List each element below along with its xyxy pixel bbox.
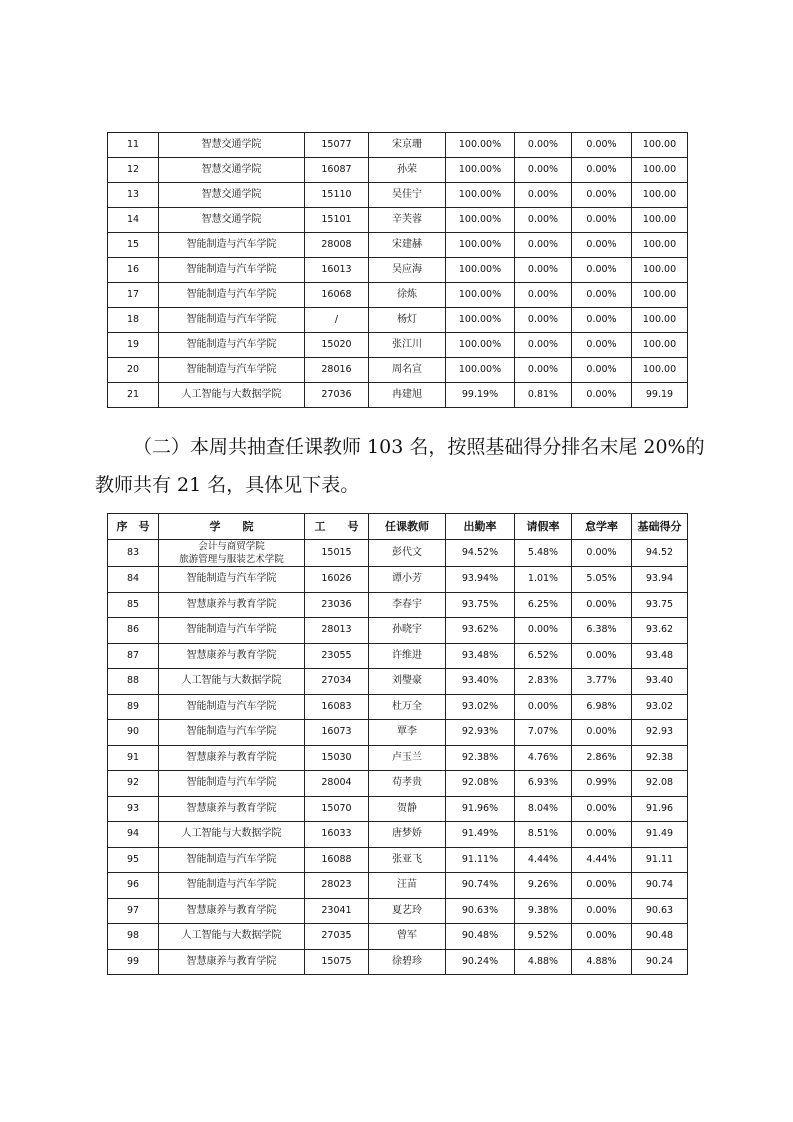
teacher-cell: 覃李 [369, 720, 446, 746]
college-cell: 智慧康养与教育学院 [159, 898, 305, 924]
leave-rate-cell: 0.00% [515, 258, 572, 283]
seq-cell: 21 [108, 383, 159, 408]
seq-cell: 99 [108, 949, 159, 975]
attendance-rate-cell: 100.00% [446, 233, 515, 258]
seq-cell: 14 [108, 208, 159, 233]
leave-rate-cell: 0.00% [515, 333, 572, 358]
table-row [108, 694, 688, 720]
attendance-rate-cell: 100.00% [446, 308, 515, 333]
seq-cell: 20 [108, 358, 159, 383]
leave-rate-cell: 8.04% [515, 796, 572, 822]
staff-id-cell: 16073 [305, 720, 369, 746]
seq-cell: 89 [108, 694, 159, 720]
college-cell: 智慧交通学院 [159, 158, 305, 183]
teacher-cell: 彭代文 [369, 540, 446, 567]
college-cell: 智能制造与汽车学院 [159, 694, 305, 720]
absence-rate-cell: 0.00% [572, 183, 632, 208]
staff-id-cell: 16026 [305, 567, 369, 593]
teacher-cell: 曾军 [369, 924, 446, 950]
seq-cell: 90 [108, 720, 159, 746]
absence-rate-cell: 0.00% [572, 308, 632, 333]
teacher-cell: 汪苗 [369, 873, 446, 899]
header-base-score: 基础得分 [632, 514, 688, 540]
staff-id-cell: 16068 [305, 283, 369, 308]
college-cell: 人工智能与大数据学院 [159, 924, 305, 950]
attendance-rate-cell: 100.00% [446, 258, 515, 283]
base-score-cell: 92.38 [632, 745, 688, 771]
seq-cell: 92 [108, 771, 159, 797]
absence-rate-cell: 3.77% [572, 669, 632, 695]
college-cell: 智慧康养与教育学院 [159, 949, 305, 975]
attendance-rate-cell: 100.00% [446, 208, 515, 233]
staff-id-cell: 15070 [305, 796, 369, 822]
table-row [108, 898, 688, 924]
attendance-rate-cell: 100.00% [446, 358, 515, 383]
teacher-cell: 杜万全 [369, 694, 446, 720]
leave-rate-cell: 0.00% [515, 694, 572, 720]
table-row [108, 540, 688, 567]
attendance-rate-cell: 93.40% [446, 669, 515, 695]
absence-rate-cell: 0.00% [572, 898, 632, 924]
staff-id-cell: / [305, 308, 369, 333]
leave-rate-cell: 6.25% [515, 592, 572, 618]
leave-rate-cell: 0.00% [515, 618, 572, 644]
attendance-rate-cell: 93.94% [446, 567, 515, 593]
base-score-cell: 90.74 [632, 873, 688, 899]
table-row [108, 796, 688, 822]
college-cell: 智能制造与汽车学院 [159, 720, 305, 746]
teacher-cell: 张亚飞 [369, 847, 446, 873]
staff-id-cell: 15110 [305, 183, 369, 208]
attendance-rate-cell: 91.96% [446, 796, 515, 822]
attendance-rate-cell: 92.08% [446, 771, 515, 797]
attendance-rate-cell: 93.75% [446, 592, 515, 618]
absence-rate-cell: 0.00% [572, 822, 632, 848]
leave-rate-cell: 0.00% [515, 233, 572, 258]
seq-cell: 16 [108, 258, 159, 283]
absence-rate-cell: 0.00% [572, 258, 632, 283]
table-row [108, 158, 688, 183]
attendance-rate-cell: 90.24% [446, 949, 515, 975]
base-score-cell: 100.00 [632, 233, 688, 258]
college-cell: 智能制造与汽车学院 [159, 873, 305, 899]
table-header-row [108, 514, 688, 540]
teacher-cell: 苟孝贵 [369, 771, 446, 797]
seq-cell: 18 [108, 308, 159, 333]
seq-cell: 12 [108, 158, 159, 183]
seq-cell: 87 [108, 643, 159, 669]
attendance-rate-cell: 90.48% [446, 924, 515, 950]
seq-cell: 94 [108, 822, 159, 848]
college-cell: 智能制造与汽车学院 [159, 847, 305, 873]
absence-rate-cell: 4.44% [572, 847, 632, 873]
staff-id-cell: 28004 [305, 771, 369, 797]
staff-id-cell: 15077 [305, 133, 369, 158]
table-row [108, 183, 688, 208]
table-row [108, 567, 688, 593]
staff-id-cell: 27034 [305, 669, 369, 695]
seq-cell: 95 [108, 847, 159, 873]
base-score-cell: 90.63 [632, 898, 688, 924]
attendance-rate-cell: 100.00% [446, 158, 515, 183]
attendance-rate-cell: 94.52% [446, 540, 515, 567]
attendance-rate-cell: 91.49% [446, 822, 515, 848]
table-row [108, 822, 688, 848]
college-cell: 智能制造与汽车学院 [159, 618, 305, 644]
staff-id-cell: 15020 [305, 333, 369, 358]
leave-rate-cell: 0.00% [515, 208, 572, 233]
teacher-cell: 张江川 [369, 333, 446, 358]
staff-id-cell: 15101 [305, 208, 369, 233]
header-teacher: 任课教师 [369, 514, 446, 540]
absence-rate-cell: 0.00% [572, 283, 632, 308]
absence-rate-cell: 0.00% [572, 924, 632, 950]
summary-paragraph: （二）本周共抽查任课教师 103 名，按照基础得分排名末尾 20%的教师共有 21 名，具体见下表。 [95, 436, 705, 496]
teacher-cell: 宋建赫 [369, 233, 446, 258]
teacher-cell: 徐炼 [369, 283, 446, 308]
absence-rate-cell: 0.00% [572, 333, 632, 358]
teacher-cell: 唐梦娇 [369, 822, 446, 848]
attendance-rate-cell: 100.00% [446, 283, 515, 308]
base-score-cell: 93.02 [632, 694, 688, 720]
base-score-cell: 93.75 [632, 592, 688, 618]
seq-cell: 98 [108, 924, 159, 950]
table-row [108, 258, 688, 283]
leave-rate-cell: 0.00% [515, 358, 572, 383]
attendance-rate-cell: 100.00% [446, 183, 515, 208]
table-row [108, 949, 688, 975]
absence-rate-cell: 0.00% [572, 592, 632, 618]
college-cell: 智能制造与汽车学院 [159, 771, 305, 797]
college-cell: 智慧康养与教育学院 [159, 592, 305, 618]
seq-cell: 11 [108, 133, 159, 158]
teacher-cell: 吴佳宁 [369, 183, 446, 208]
college-cell: 智能制造与汽车学院 [159, 233, 305, 258]
teacher-cell: 周名宣 [369, 358, 446, 383]
teacher-cell: 孙晓宇 [369, 618, 446, 644]
seq-cell: 17 [108, 283, 159, 308]
college-cell: 智慧康养与教育学院 [159, 643, 305, 669]
teacher-cell: 宋京珊 [369, 133, 446, 158]
attendance-rate-cell: 92.93% [446, 720, 515, 746]
base-score-cell: 100.00 [632, 183, 688, 208]
leave-rate-cell: 0.81% [515, 383, 572, 408]
absence-rate-cell: 4.88% [572, 949, 632, 975]
college-cell: 智慧交通学院 [159, 208, 305, 233]
staff-id-cell: 28023 [305, 873, 369, 899]
header-leave-rate: 请假率 [515, 514, 572, 540]
teacher-cell: 许维进 [369, 643, 446, 669]
table-row [108, 592, 688, 618]
table-row [108, 720, 688, 746]
header-absence-rate: 怠学率 [572, 514, 632, 540]
college-cell: 智能制造与汽车学院 [159, 308, 305, 333]
attendance-rate-cell: 93.48% [446, 643, 515, 669]
table-row [108, 643, 688, 669]
table-row [108, 669, 688, 695]
absence-rate-cell: 2.86% [572, 745, 632, 771]
table-row [108, 771, 688, 797]
table-row [108, 383, 688, 408]
leave-rate-cell: 0.00% [515, 133, 572, 158]
leave-rate-cell: 8.51% [515, 822, 572, 848]
attendance-rate-cell: 93.62% [446, 618, 515, 644]
leave-rate-cell: 4.76% [515, 745, 572, 771]
base-score-cell: 100.00 [632, 358, 688, 383]
absence-rate-cell: 0.00% [572, 796, 632, 822]
base-score-cell: 93.94 [632, 567, 688, 593]
attendance-rate-cell: 93.02% [446, 694, 515, 720]
seq-cell: 86 [108, 618, 159, 644]
staff-id-cell: 28016 [305, 358, 369, 383]
absence-rate-cell: 0.00% [572, 643, 632, 669]
teacher-cell: 孙荣 [369, 158, 446, 183]
attendance-rate-cell: 90.74% [446, 873, 515, 899]
staff-id-cell: 15075 [305, 949, 369, 975]
leave-rate-cell: 9.26% [515, 873, 572, 899]
table-row [108, 333, 688, 358]
leave-rate-cell: 4.88% [515, 949, 572, 975]
leave-rate-cell: 9.52% [515, 924, 572, 950]
base-score-cell: 100.00 [632, 308, 688, 333]
college-cell: 人工智能与大数据学院 [159, 383, 305, 408]
seq-cell: 15 [108, 233, 159, 258]
teacher-cell: 谭小芳 [369, 567, 446, 593]
teacher-cell: 刘璺豪 [369, 669, 446, 695]
bottom-20-percent-table [107, 513, 688, 975]
seq-cell: 83 [108, 540, 159, 567]
college-cell: 人工智能与大数据学院 [159, 822, 305, 848]
header-seq: 序 号 [108, 514, 159, 540]
leave-rate-cell: 1.01% [515, 567, 572, 593]
attendance-rate-cell: 90.63% [446, 898, 515, 924]
seq-cell: 97 [108, 898, 159, 924]
staff-id-cell: 23036 [305, 592, 369, 618]
leave-rate-cell: 2.83% [515, 669, 572, 695]
staff-id-cell: 16033 [305, 822, 369, 848]
header-staff-id: 工 号 [305, 514, 369, 540]
seq-cell: 88 [108, 669, 159, 695]
base-score-cell: 91.49 [632, 822, 688, 848]
leave-rate-cell: 0.00% [515, 183, 572, 208]
base-score-cell: 100.00 [632, 283, 688, 308]
base-score-cell: 92.08 [632, 771, 688, 797]
leave-rate-cell: 0.00% [515, 308, 572, 333]
college-cell: 会计与商贸学院 旅游管理与服装艺术学院 [159, 540, 305, 567]
base-score-cell: 92.93 [632, 720, 688, 746]
leave-rate-cell: 0.00% [515, 283, 572, 308]
staff-id-cell: 16087 [305, 158, 369, 183]
teacher-cell: 徐碧珍 [369, 949, 446, 975]
absence-rate-cell: 5.05% [572, 567, 632, 593]
teacher-cell: 夏艺玲 [369, 898, 446, 924]
table-row [108, 618, 688, 644]
table-row [108, 745, 688, 771]
absence-rate-cell: 0.00% [572, 233, 632, 258]
table-row [108, 873, 688, 899]
staff-id-cell: 27035 [305, 924, 369, 950]
header-college: 学 院 [159, 514, 305, 540]
college-cell: 智慧交通学院 [159, 183, 305, 208]
leave-rate-cell: 6.93% [515, 771, 572, 797]
attendance-rate-cell: 91.11% [446, 847, 515, 873]
table-row [108, 208, 688, 233]
seq-cell: 96 [108, 873, 159, 899]
seq-cell: 19 [108, 333, 159, 358]
staff-id-cell: 27036 [305, 383, 369, 408]
absence-rate-cell: 0.00% [572, 133, 632, 158]
leave-rate-cell: 6.52% [515, 643, 572, 669]
table-row [108, 283, 688, 308]
staff-id-cell: 28013 [305, 618, 369, 644]
table-row [108, 133, 688, 158]
teacher-cell: 杨灯 [369, 308, 446, 333]
base-score-cell: 99.19 [632, 383, 688, 408]
staff-id-cell: 16013 [305, 258, 369, 283]
base-score-cell: 93.48 [632, 643, 688, 669]
teacher-cell: 贺静 [369, 796, 446, 822]
teacher-cell: 冉建旭 [369, 383, 446, 408]
table-row [108, 358, 688, 383]
staff-id-cell: 15030 [305, 745, 369, 771]
leave-rate-cell: 5.48% [515, 540, 572, 567]
absence-rate-cell: 0.99% [572, 771, 632, 797]
seq-cell: 91 [108, 745, 159, 771]
absence-rate-cell: 0.00% [572, 383, 632, 408]
absence-rate-cell: 0.00% [572, 540, 632, 567]
base-score-cell: 93.40 [632, 669, 688, 695]
leave-rate-cell: 9.38% [515, 898, 572, 924]
college-cell: 智慧康养与教育学院 [159, 745, 305, 771]
base-score-cell: 100.00 [632, 158, 688, 183]
teacher-cell: 卢玉兰 [369, 745, 446, 771]
teacher-cell: 辛芙蓉 [369, 208, 446, 233]
absence-rate-cell: 0.00% [572, 358, 632, 383]
table-row [108, 233, 688, 258]
college-cell: 智能制造与汽车学院 [159, 333, 305, 358]
leave-rate-cell: 0.00% [515, 158, 572, 183]
attendance-rate-cell: 100.00% [446, 333, 515, 358]
college-cell: 智能制造与汽车学院 [159, 358, 305, 383]
staff-id-cell: 28008 [305, 233, 369, 258]
base-score-cell: 90.48 [632, 924, 688, 950]
table-row [108, 847, 688, 873]
absence-rate-cell: 6.98% [572, 694, 632, 720]
base-score-cell: 90.24 [632, 949, 688, 975]
base-score-cell: 100.00 [632, 333, 688, 358]
base-score-cell: 100.00 [632, 133, 688, 158]
base-score-cell: 91.11 [632, 847, 688, 873]
leave-rate-cell: 4.44% [515, 847, 572, 873]
college-cell: 智慧交通学院 [159, 133, 305, 158]
attendance-rate-cell: 92.38% [446, 745, 515, 771]
absence-rate-cell: 0.00% [572, 873, 632, 899]
seq-cell: 93 [108, 796, 159, 822]
base-score-cell: 100.00 [632, 208, 688, 233]
leave-rate-cell: 7.07% [515, 720, 572, 746]
staff-id-cell: 15015 [305, 540, 369, 567]
staff-id-cell: 16088 [305, 847, 369, 873]
base-score-cell: 93.62 [632, 618, 688, 644]
table-row [108, 924, 688, 950]
teacher-cell: 李春宇 [369, 592, 446, 618]
header-attendance-rate: 出勤率 [446, 514, 515, 540]
attendance-rate-cell: 99.19% [446, 383, 515, 408]
base-score-cell: 94.52 [632, 540, 688, 567]
college-cell: 人工智能与大数据学院 [159, 669, 305, 695]
absence-rate-cell: 0.00% [572, 158, 632, 183]
college-cell: 智慧康养与教育学院 [159, 796, 305, 822]
absence-rate-cell: 6.38% [572, 618, 632, 644]
college-cell: 智能制造与汽车学院 [159, 258, 305, 283]
absence-rate-cell: 0.00% [572, 208, 632, 233]
staff-id-cell: 16083 [305, 694, 369, 720]
college-cell: 智能制造与汽车学院 [159, 283, 305, 308]
continued-teacher-table [107, 132, 688, 408]
attendance-rate-cell: 100.00% [446, 133, 515, 158]
teacher-cell: 吴应海 [369, 258, 446, 283]
seq-cell: 13 [108, 183, 159, 208]
seq-cell: 84 [108, 567, 159, 593]
base-score-cell: 100.00 [632, 258, 688, 283]
seq-cell: 85 [108, 592, 159, 618]
absence-rate-cell: 0.00% [572, 720, 632, 746]
table-row [108, 308, 688, 333]
staff-id-cell: 23041 [305, 898, 369, 924]
staff-id-cell: 23055 [305, 643, 369, 669]
base-score-cell: 91.96 [632, 796, 688, 822]
college-cell: 智能制造与汽车学院 [159, 567, 305, 593]
